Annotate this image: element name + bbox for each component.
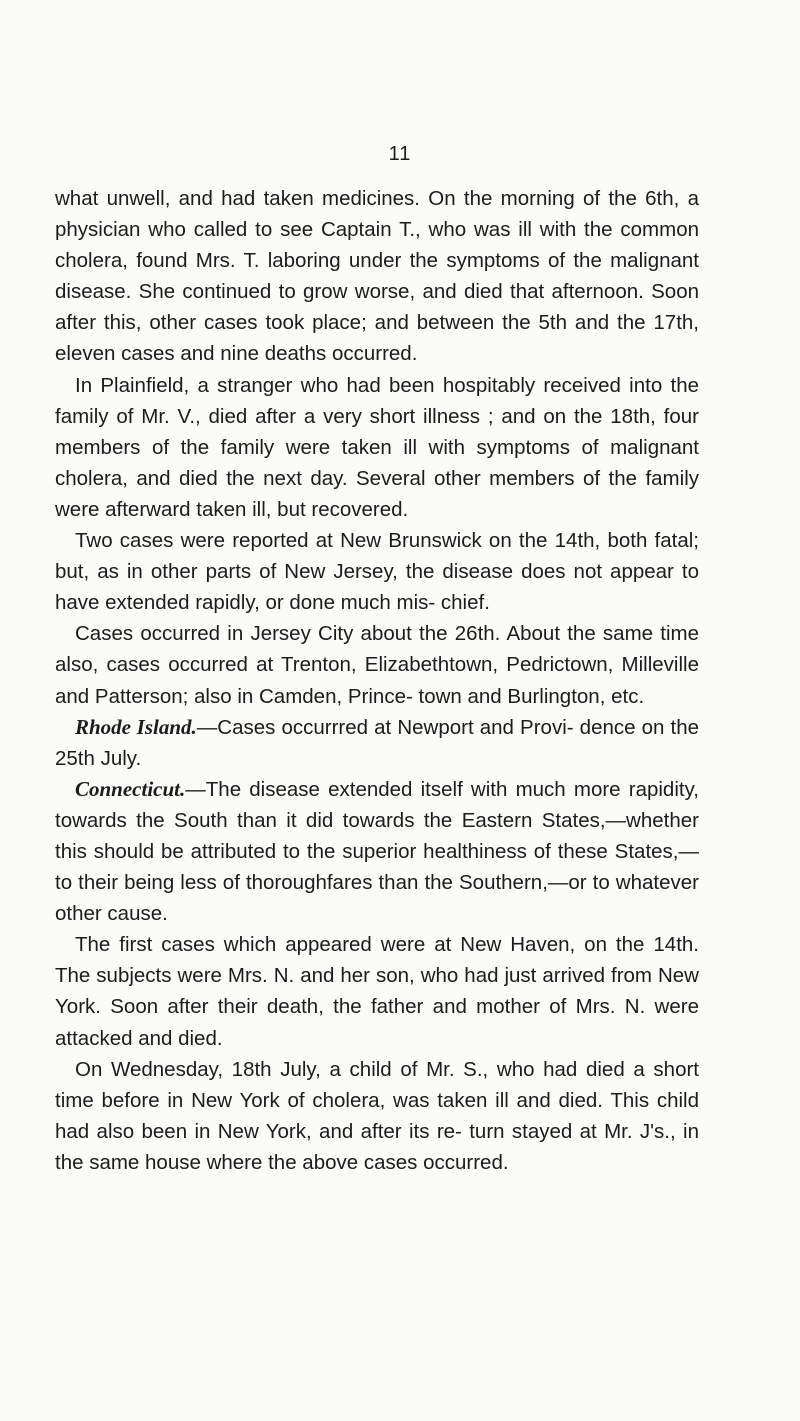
paragraph-1 — [55, 183, 699, 370]
paragraph-new-brunswick — [55, 525, 699, 618]
paragraph-2-text: In Plainfield, a stranger who had been hospitably received into the family of Mr. V., died after a very short illness ; and on the 18th, four members of the family were taken ill with symptoms of malignant cholera, and died the next day. Several other members of the family were afterward taken ill, but recovered. — [55, 373, 699, 521]
paragraph-4-text: Cases occurred in Jersey City about the 26th. About the same time also, cases occurred at Trenton, Elizabethtown, Pedrictown, Milleville and Patterson; also in Camden, Prince- town and Burlington, etc. — [55, 622, 699, 708]
paragraph-rhode-island — [55, 712, 699, 774]
paragraph-jersey-city — [55, 618, 699, 711]
paragraph-3-text: Two cases were reported at New Brunswick on the 14th, both fatal; but, as in other parts of New Jersey, the disease does not appear to have extended rapidly, or done much mis- chief. — [55, 529, 699, 615]
paragraph-5-text: —Cases occurrred at Newport and Provi- dence on the 25th July. — [55, 715, 699, 770]
body-text — [55, 183, 699, 1178]
section-heading-rhode-island: Rhode Island. — [75, 714, 197, 739]
paragraph-8-text: On Wednesday, 18th July, a child of Mr. S., who had died a short time before in New York of cholera, was taken ill and died. This child had also been in New York, and after its re- turn stayed at Mr. J's., in the same house where the above cases occurred. — [55, 1057, 699, 1174]
paragraph-6-text: —The disease extended itself with much more rapidity, towards the South than it did towards the Eastern States,—whether this should be attributed to the superior healthiness of these States,—to their being less of thoroughfares than the Southern,—or to whatever other cause. — [55, 777, 699, 926]
paragraph-new-haven — [55, 929, 699, 1053]
paragraph-plainfield — [55, 370, 699, 525]
paragraph-1-text: what unwell, and had taken medicines. On the morning of the 6th, a physician who called to see Captain T., who was ill with the common cholera, found Mrs. T. laboring under the symptoms of the malignant disease. She continued to grow worse, and died that afternoon. Soon after this, other cases took place; and between the 5th and the 17th, eleven cases and nine deaths occurred. — [55, 187, 699, 366]
paragraph-connecticut — [55, 774, 699, 929]
paragraph-7-text: The first cases which appeared were at New Haven, on the 14th. The subjects were Mrs. N. and her son, who had just arrived from New York. Soon after their death, the father and mother of Mrs. N. were attacked and died. — [55, 933, 699, 1050]
section-heading-connecticut: Connecticut. — [75, 776, 186, 801]
page-number: 11 — [388, 143, 412, 165]
paragraph-wednesday — [55, 1054, 699, 1178]
